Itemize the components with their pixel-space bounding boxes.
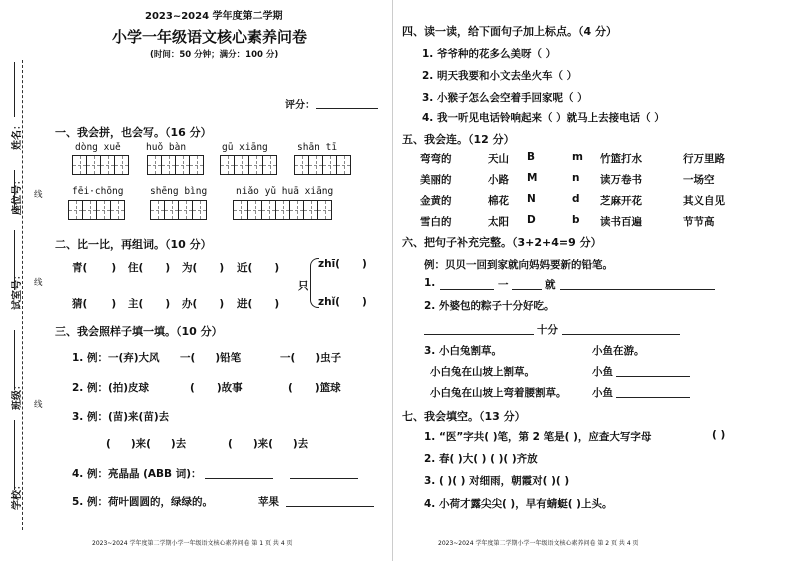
binding-label-school: 学校： [12, 480, 23, 510]
fill-item: 一( )铅笔 [180, 352, 242, 364]
pinyin: shēng bìng [150, 186, 208, 197]
match-item[interactable]: 读万卷书 [600, 174, 642, 186]
match-item[interactable]: d [572, 193, 580, 205]
match-item[interactable]: 弯弯的 [420, 153, 452, 165]
binding-label-room: 试室号： [12, 270, 23, 310]
section5-title: 五、我会连。（12 分） [402, 133, 515, 146]
punct-item: 2. 明天我要和小文去坐火车（ ） [422, 70, 578, 82]
fill-item: ( )来( )去 [106, 438, 187, 450]
s7-q3: 3. ( )( ) 对细雨，朝霞对( )( ) [424, 475, 570, 487]
match-item[interactable]: 天山 [488, 153, 509, 165]
answer-line[interactable] [290, 478, 358, 479]
compare-item: 主( ) [128, 298, 171, 310]
fill-item: ( )来( )去 [228, 438, 309, 450]
match-item[interactable]: 一场空 [683, 174, 715, 186]
s7-q2: 2. 春( )大( ) ( )( )齐放 [424, 453, 538, 465]
cut-mark: 线 [34, 400, 43, 410]
s6-q3-right: 小鱼 [592, 387, 613, 399]
s6-q1: 1. [424, 277, 436, 289]
pinyin: huǒ bàn [146, 142, 187, 153]
writing-grid[interactable] [220, 155, 277, 175]
match-item[interactable]: 行万里路 [683, 153, 725, 165]
match-item[interactable]: 其义自见 [683, 195, 725, 207]
match-item[interactable]: 棉花 [488, 195, 509, 207]
match-item[interactable]: 小路 [488, 174, 509, 186]
binding-label-name: 姓名： [12, 120, 23, 150]
match-item[interactable]: 芝麻开花 [600, 195, 642, 207]
s6-q2: 2. 外婆包的粽子十分好吃。 [424, 300, 555, 312]
match-item[interactable]: 美丽的 [420, 174, 452, 186]
writing-grid[interactable] [294, 155, 351, 175]
s6-q2-mid: 十分 [537, 324, 558, 336]
s6-q3-left: 小白兔在山坡上弯着腰割草。 [430, 387, 567, 399]
s7-q1-end: ( ) [712, 429, 726, 441]
punct-item: 1. 爷爷种的花多么美呀（ ） [422, 48, 557, 60]
compare-item: 猜( ) [72, 298, 117, 310]
pinyin: niǎo yǔ huā xiāng [236, 186, 334, 197]
compare-item: 近( ) [237, 262, 280, 274]
fill-item: ( )故事 [190, 382, 243, 394]
s6-q3-right: 小鱼 [592, 366, 613, 378]
match-item[interactable]: b [572, 214, 580, 226]
writing-grid[interactable] [68, 200, 125, 220]
punct-item: 3. 小猴子怎么会空着手回家呢（ ） [422, 92, 588, 104]
fill-item: ( )篮球 [288, 382, 341, 394]
answer-line[interactable] [562, 334, 680, 335]
zhi-reading: zhī( ) [318, 258, 367, 270]
answer-line[interactable] [286, 506, 374, 507]
page-title: 小学一年级语文核心素养问卷 [112, 28, 308, 46]
cut-mark: 线 [34, 190, 43, 200]
example-q1: 1. 例：一(弃)大风 [72, 352, 160, 364]
match-item[interactable]: 竹篮打水 [600, 153, 642, 165]
match-item[interactable]: M [527, 172, 538, 184]
zhi-char: 只 [298, 280, 309, 292]
pinyin: dòng xuě [75, 142, 121, 153]
binding-label-seat: 座位号： [12, 175, 23, 215]
exam-subtitle: (时间：50 分钟；满分：100 分) [150, 50, 279, 60]
match-item[interactable]: 金黄的 [420, 195, 452, 207]
pinyin: gū xiāng [222, 142, 268, 153]
compare-item: 青( ) [72, 262, 117, 274]
match-item[interactable]: 读书百遍 [600, 216, 642, 228]
writing-grid[interactable] [150, 200, 207, 220]
fill-item: 一( )虫子 [280, 352, 342, 364]
section6-example: 例：贝贝一回到家就向妈妈要新的铅笔。 [424, 259, 613, 271]
section7-title: 七、我会填空。（13 分） [402, 410, 526, 423]
match-item[interactable]: m [572, 151, 583, 163]
answer-line[interactable] [616, 376, 690, 377]
pinyin: fēi·chōng [72, 186, 124, 197]
match-item[interactable]: N [527, 193, 536, 205]
writing-grid[interactable] [233, 200, 332, 220]
s6-q1-mid: 一 [498, 279, 509, 291]
section3-title: 三、我会照样子填一填。（10 分） [55, 325, 223, 338]
cut-mark: 线 [34, 278, 43, 288]
answer-line[interactable] [616, 397, 690, 398]
page-divider [392, 0, 393, 561]
example-q2: 2. 例：(拍)皮球 [72, 382, 150, 394]
answer-line[interactable] [205, 478, 273, 479]
score-field[interactable] [316, 108, 378, 109]
s7-q1: 1. “医”字共( )笔，第 2 笔是( )，应查大写字母 [424, 431, 652, 443]
compare-item: 办( ) [182, 298, 225, 310]
s7-q4: 4. 小荷才露尖尖( )，早有蜻蜓( )上头。 [424, 498, 613, 510]
footer-right: 2023~2024 学年度第二学期小学一年级语文核心素养问卷 第 2 页 共 4 页 [438, 540, 639, 547]
answer-line[interactable] [424, 334, 534, 335]
section1-title: 一、我会拼，也会写。（16 分） [55, 126, 212, 139]
section6-title: 六、把句子补充完整。（3+2+4=9 分） [402, 236, 602, 249]
pinyin: shān tī [297, 142, 338, 153]
s6-q3-left: 小白兔在山坡上割草。 [430, 366, 535, 378]
writing-grid[interactable] [72, 155, 129, 175]
match-item[interactable]: n [572, 172, 580, 184]
q5-fruit: 苹果 [258, 496, 279, 508]
example-q5: 5. 例：荷叶圆圆的，绿绿的。 [72, 496, 213, 508]
answer-line[interactable] [440, 289, 494, 290]
year-title: 2023~2024 学年度第二学期 [145, 11, 283, 22]
answer-line[interactable] [560, 289, 715, 290]
match-item[interactable]: 太阳 [488, 216, 509, 228]
binding-label-class: 班级： [12, 380, 23, 410]
footer-left: 2023~2024 学年度第二学期小学一年级语文核心素养问卷 第 1 页 共 4 页 [92, 540, 293, 547]
match-item[interactable]: D [527, 214, 536, 226]
compare-item: 进( ) [237, 298, 280, 310]
s6-q3-right: 小鱼在游。 [592, 345, 645, 357]
section4-title: 四、读一读，给下面句子加上标点。（4 分） [402, 25, 617, 38]
compare-item: 住( ) [128, 262, 171, 274]
writing-grid[interactable] [147, 155, 204, 175]
zhi-reading: zhǐ( ) [318, 296, 367, 308]
score-label: 评分： [285, 100, 315, 111]
match-item[interactable]: 节节高 [683, 216, 715, 228]
answer-line[interactable] [512, 289, 542, 290]
example-q3: 3. 例：(苗)来(苗)去 [72, 411, 170, 423]
punct-item: 4. 我一听见电话铃响起来（ ）就马上去接电话（ ） [422, 112, 665, 124]
compare-item: 为( ) [182, 262, 225, 274]
match-item[interactable]: B [527, 151, 536, 163]
match-item[interactable]: 雪白的 [420, 216, 452, 228]
s6-q3-left: 3. 小白兔割草。 [424, 345, 502, 357]
s6-q1-mid2: 就 [545, 279, 556, 291]
section2-title: 二、比一比，再组词。（10 分） [55, 238, 212, 251]
example-q4: 4. 例：亮晶晶 (ABB 词)： [72, 468, 202, 480]
